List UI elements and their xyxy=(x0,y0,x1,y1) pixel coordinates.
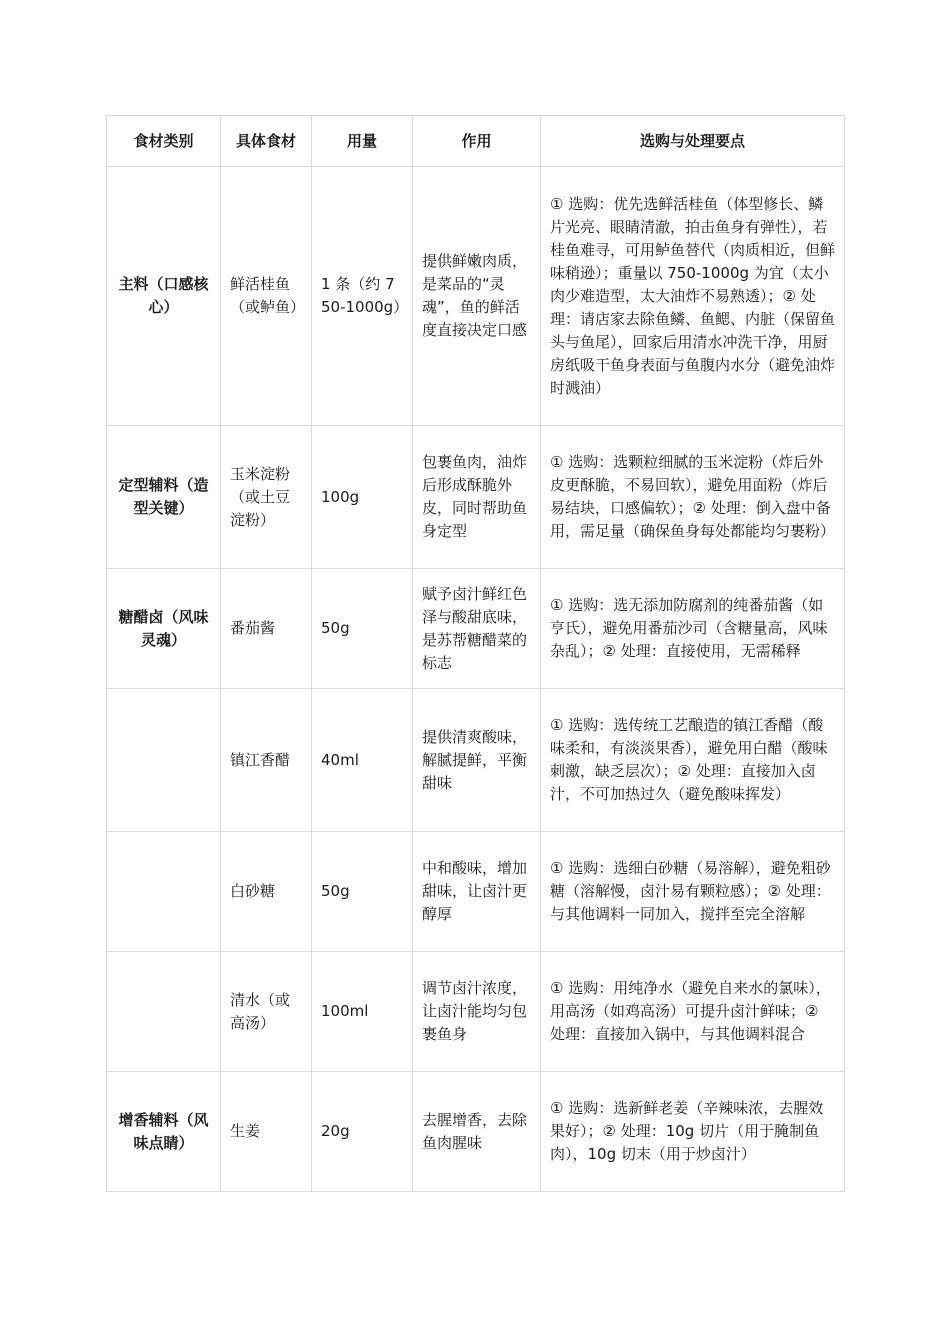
function-cell: 调节卤汁浓度，让卤汁能均匀包裹鱼身 xyxy=(413,952,541,1072)
function-cell: 赋予卤汁鲜红色泽与酸甜底味，是苏帮糖醋菜的标志 xyxy=(413,569,541,689)
category-cell: 定型辅料（造型关键） xyxy=(107,426,221,569)
ingredient-cell: 番茄酱 xyxy=(221,569,312,689)
amount-cell: 1 条（约 750-1000g） xyxy=(312,167,413,426)
table-row xyxy=(107,569,845,689)
header-category: 食材类别 xyxy=(107,116,221,167)
table-row xyxy=(107,426,845,569)
amount-cell: 100ml xyxy=(312,952,413,1072)
category-cell: 糖醋卤（风味灵魂） xyxy=(107,569,221,689)
category-cell xyxy=(107,689,221,832)
amount-cell: 100g xyxy=(312,426,413,569)
table-row xyxy=(107,167,845,426)
notes-cell: ① 选购：选传统工艺酿造的镇江香醋（酸味柔和，有淡淡果香），避免用白醋（酸味刺激，缺乏层次）；② 处理：直接加入卤汁，不可加热过久（避免酸味挥发） xyxy=(541,689,845,832)
ingredient-cell: 镇江香醋 xyxy=(221,689,312,832)
notes-cell: ① 选购：优先选鲜活桂鱼（体型修长、鳞片光亮、眼睛清澈，拍击鱼身有弹性），若桂鱼难寻，可用鲈鱼替代（肉质相近，但鲜味稍逊）；重量以 750-1000g 为宜（太小肉少难造型，太大油炸不易熟透）；② 处理：请店家去除鱼鳞、鱼鳃、内脏（保留鱼头与鱼尾），回家后用清水冲洗干净，用厨房纸吸干鱼身表面与鱼腹内水分（避免油炸时溅油） xyxy=(541,167,845,426)
category-cell: 增香辅料（风味点睛） xyxy=(107,1072,221,1192)
amount-cell: 50g xyxy=(312,569,413,689)
notes-cell: ① 选购：用纯净水（避免自来水的氯味），用高汤（如鸡高汤）可提升卤汁鲜味；② 处理：直接加入锅中，与其他调料混合 xyxy=(541,952,845,1072)
category-cell: 主料（口感核心） xyxy=(107,167,221,426)
notes-cell: ① 选购：选颗粒细腻的玉米淀粉（炸后外皮更酥脆，不易回软），避免用面粉（炸后易结块，口感偏软）；② 处理：倒入盘中备用，需足量（确保鱼身每处都能均匀裹粉） xyxy=(541,426,845,569)
notes-cell: ① 选购：选无添加防腐剂的纯番茄酱（如亨氏），避免用番茄沙司（含糖量高，风味杂乱）；② 处理：直接使用，无需稀释 xyxy=(541,569,845,689)
ingredient-cell: 玉米淀粉（或土豆淀粉） xyxy=(221,426,312,569)
table-row xyxy=(107,832,845,952)
header-ingredient: 具体食材 xyxy=(221,116,312,167)
amount-cell: 50g xyxy=(312,832,413,952)
table-row xyxy=(107,689,845,832)
amount-cell: 20g xyxy=(312,1072,413,1192)
function-cell: 提供清爽酸味，解腻提鲜，平衡甜味 xyxy=(413,689,541,832)
category-cell xyxy=(107,952,221,1072)
table-header-row xyxy=(107,116,845,167)
function-cell: 中和酸味，增加甜味，让卤汁更醇厚 xyxy=(413,832,541,952)
function-cell: 提供鲜嫩肉质，是菜品的“灵魂”，鱼的鲜活度直接决定口感 xyxy=(413,167,541,426)
notes-cell: ① 选购：选新鲜老姜（辛辣味浓，去腥效果好）；② 处理：10g 切片（用于腌制鱼肉），10g 切末（用于炒卤汁） xyxy=(541,1072,845,1192)
header-function: 作用 xyxy=(413,116,541,167)
header-amount: 用量 xyxy=(312,116,413,167)
table-row xyxy=(107,1072,845,1192)
ingredient-cell: 白砂糖 xyxy=(221,832,312,952)
notes-cell: ① 选购：选细白砂糖（易溶解），避免粗砂糖（溶解慢，卤汁易有颗粒感）；② 处理：与其他调料一同加入，搅拌至完全溶解 xyxy=(541,832,845,952)
header-notes: 选购与处理要点 xyxy=(541,116,845,167)
ingredient-table xyxy=(106,115,845,1192)
amount-cell: 40ml xyxy=(312,689,413,832)
function-cell: 去腥增香，去除鱼肉腥味 xyxy=(413,1072,541,1192)
category-cell xyxy=(107,832,221,952)
ingredient-cell: 生姜 xyxy=(221,1072,312,1192)
ingredient-cell: 清水（或高汤） xyxy=(221,952,312,1072)
table-row xyxy=(107,952,845,1072)
ingredient-cell: 鲜活桂鱼（或鲈鱼） xyxy=(221,167,312,426)
function-cell: 包裹鱼肉，油炸后形成酥脆外皮，同时帮助鱼身定型 xyxy=(413,426,541,569)
